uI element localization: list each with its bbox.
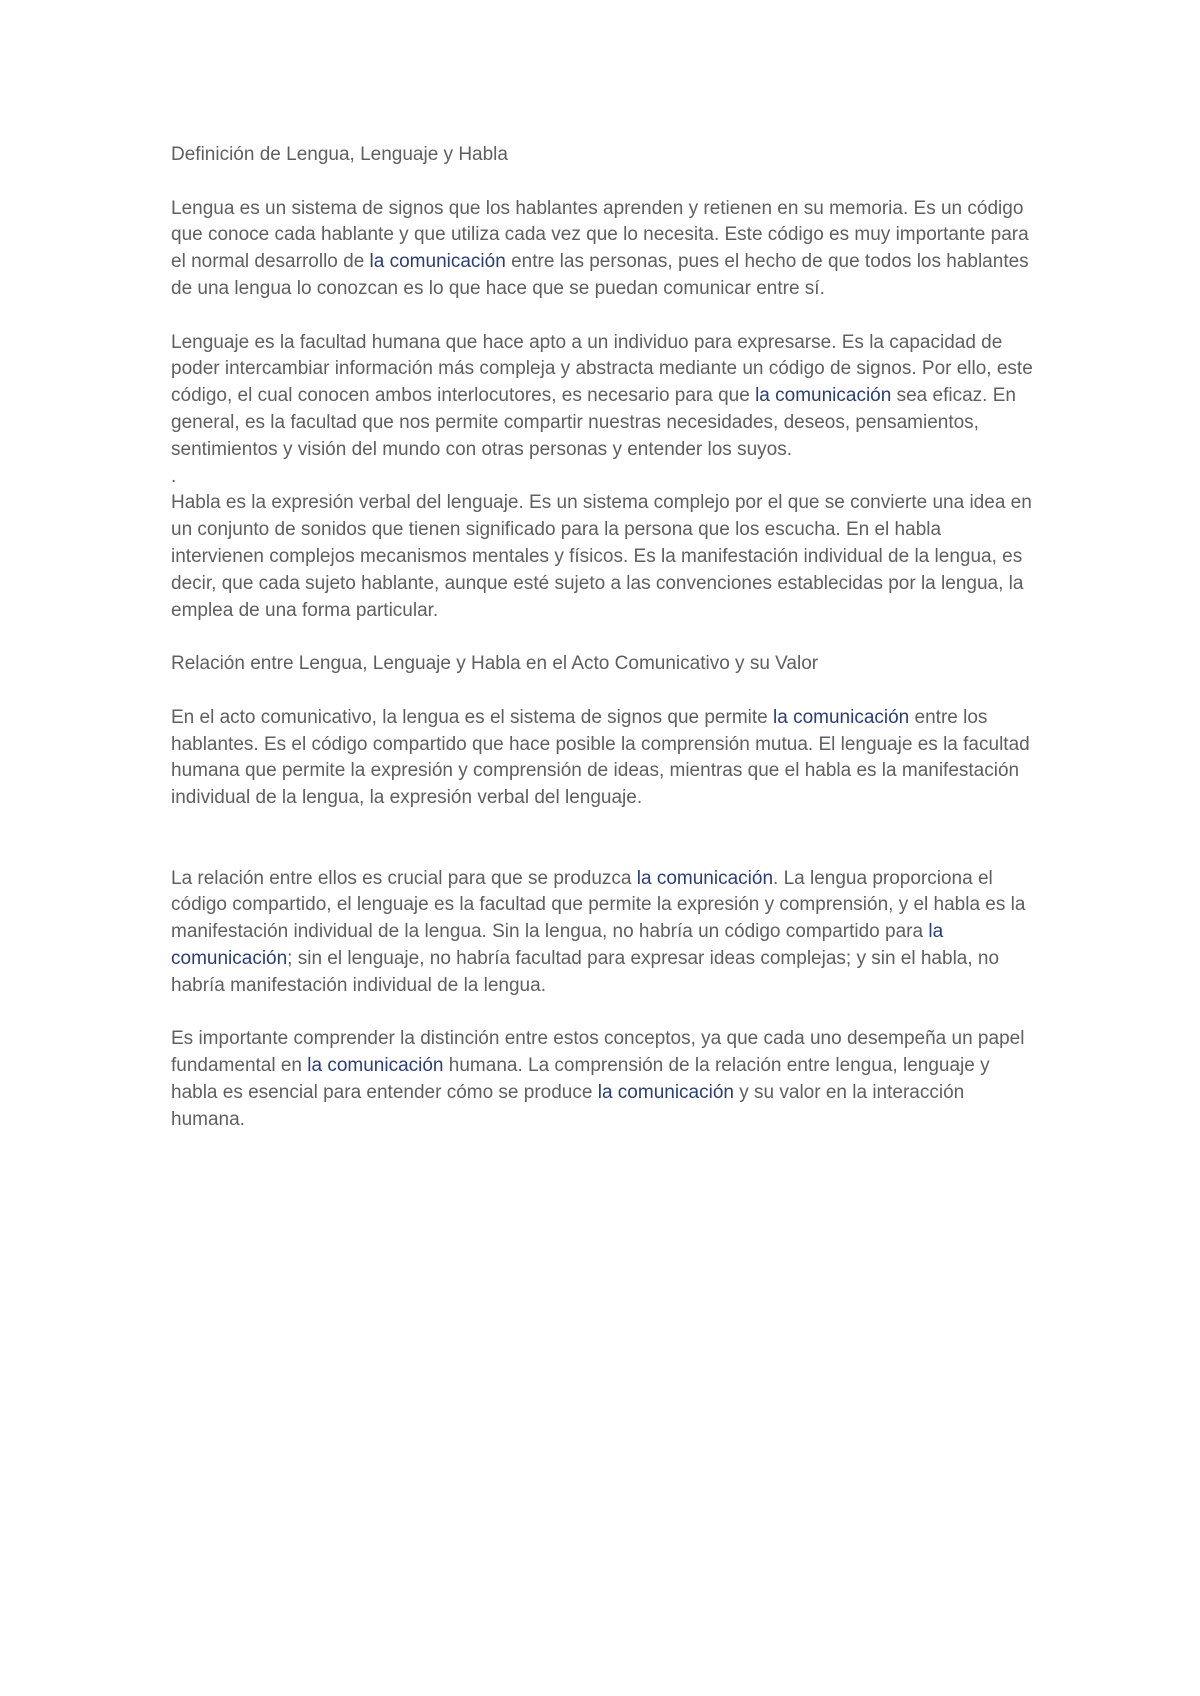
paragraph-habla: Habla es la expresión verbal del lenguaje. Es un sistema complejo por el que se convierte una idea en un conjunto de sonidos que tienen significado para la persona que los escucha. En el habla intervienen complejos mecanismos mentales y físicos. Es la manifestación individual de la lengua, es decir, que cada sujeto hablante, aunque esté sujeto a las convenciones establecidas por la lengua, la emplea de una forma particular. [171,492,1032,621]
heading-relacion: Relación entre Lengua, Lenguaje y Habla en el Acto Comunicativo y su Valor [171,653,819,675]
text-run: Lenguaje es la facultad humana que hace apto a un individuo para expresarse. Es la capacidad de poder intercambiar información más compleja y abstracta mediante un código de signos. Por ello, este código, el cual conocen ambos interlocutores, es necesario para que [171,331,1033,407]
text-run: En el acto comunicativo, la lengua es el sistema de signos que permite [171,706,773,728]
paragraph-spacer [171,169,1036,196]
text-run: . La lengua proporciona el código compartido, el lenguaje es la facultad que permite la expresión y comprensión, y el habla es la manifestación individual de la lengua. Sin la lengua, no habría un código compartido para [171,867,1026,943]
heading-definition: Definición de Lengua, Lenguaje y Habla [171,144,508,165]
text-run: Lengua es un sistema de signos que los hablantes aprenden y retienen en su memoria. Es un código que conoce cada hablante y que utiliza cada vez que lo necesita. Este código es muy importante para el normal desarrollo de [171,197,1029,273]
text-run: entre las personas, pues el hecho de que todos los hablantes de una lengua lo conozcan es lo que hace que se puedan comunicar entre sí. [171,251,1029,299]
comunicacion-link[interactable]: la comunicación [636,867,774,889]
text-run: sea eficaz. En general, es la facultad que nos permite compartir nuestras necesidades, deseos, pensamientos, sentimientos y visión del mundo con otras personas y entender los suyos. [171,385,1016,460]
paragraph-spacer [171,812,1036,866]
paragraph-importancia [171,1026,1036,1133]
paragraph-relacion [171,866,1036,1000]
paragraph-spacer [171,1000,1036,1027]
paragraph-lengua [171,196,1036,303]
document-body [171,142,1036,1133]
comunicacion-link[interactable]: la comunicación [773,706,910,728]
paragraph-spacer [171,303,1036,330]
paragraph-spacer [171,678,1036,705]
comunicacion-link[interactable]: la comunicación [755,385,892,407]
comunicacion-link[interactable]: la comunicación [369,251,506,273]
text-run: y su valor en la interacción humana. [171,1081,965,1130]
paragraph-lenguaje [171,330,1036,464]
text-run: La relación entre ellos es crucial para que se produzca [171,867,637,889]
dot-line: . [171,465,177,487]
comunicacion-link[interactable]: la comunicación [307,1055,444,1077]
text-run: entre los hablantes. Es el código compartido que hace posible la comprensión mutua. El lenguaje es la facultad humana que permite la expresión y comprensión de ideas, mientras que el habla es la manifestación individual de la lengua, la expresión verbal del lenguaje. [171,706,1030,809]
paragraph-acto-comunicativo [171,705,1036,812]
text-run: Es importante comprender la distinción entre estos conceptos, ya que cada uno desempeña un papel fundamental en [171,1028,1025,1077]
comunicacion-link[interactable]: la comunicación [171,921,944,969]
comunicacion-link[interactable]: la comunicación [597,1081,734,1103]
text-run: humana. La comprensión de la relación entre lengua, lenguaje y habla es esencial para entender cómo se produce [171,1055,990,1103]
paragraph-spacer [171,624,1036,651]
text-run: ; sin el lenguaje, no habría facultad para expresar ideas complejas; y sin el habla, no habría manifestación individual de la lengua. [171,947,1000,996]
